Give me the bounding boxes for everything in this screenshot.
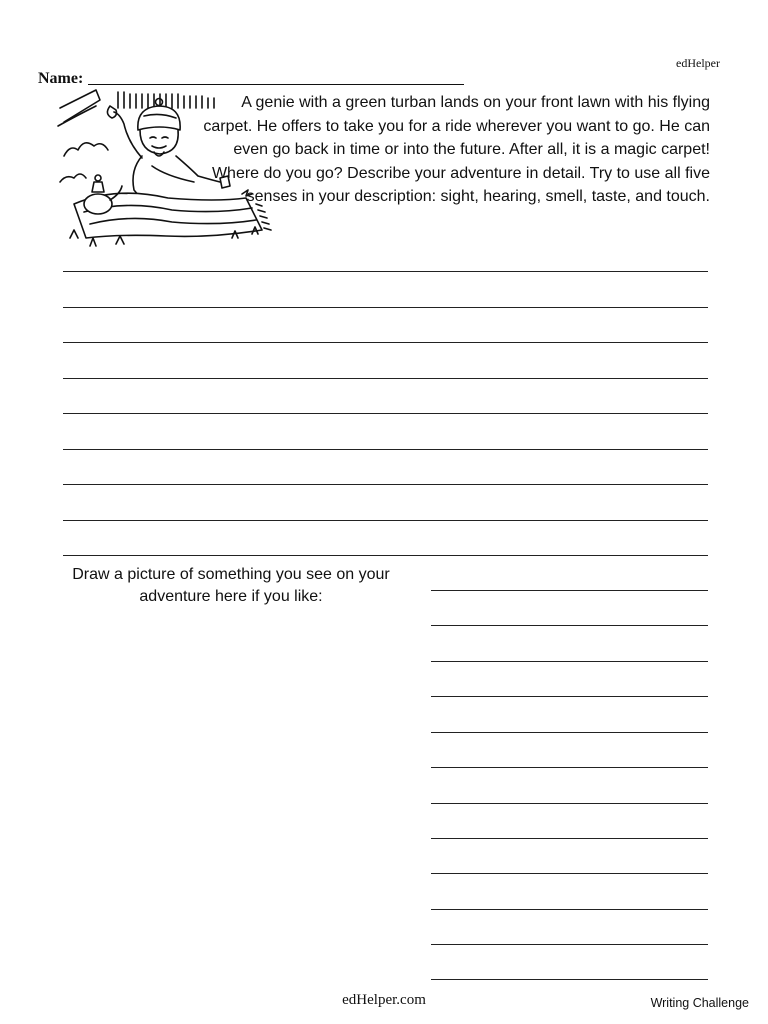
writing-prompt-text: A genie with a green turban lands on your front lawn with his flying carpet. He offers to take you for a ride wherever you want to go. He can even go back in time or into the future. After all, it is a magic carpet! Where do you go? Describe your adventure in detail. Try to use all five senses in your description: sight, hearing, smell, taste, and touch. xyxy=(203,94,710,205)
side-writing-line[interactable] xyxy=(431,590,708,591)
brand-label-top: edHelper xyxy=(676,56,720,70)
writing-line[interactable] xyxy=(63,449,708,450)
side-writing-line[interactable] xyxy=(431,803,708,804)
side-writing-line[interactable] xyxy=(431,838,708,839)
writing-line[interactable] xyxy=(63,413,708,414)
writing-line[interactable] xyxy=(63,555,708,556)
writing-line[interactable] xyxy=(63,484,708,485)
writing-line[interactable] xyxy=(63,342,708,343)
side-writing-line[interactable] xyxy=(431,732,708,733)
side-writing-line[interactable] xyxy=(431,767,708,768)
writing-line[interactable] xyxy=(63,378,708,379)
writing-line[interactable] xyxy=(63,307,708,308)
side-writing-line[interactable] xyxy=(431,625,708,626)
side-writing-line[interactable] xyxy=(431,909,708,910)
writing-line[interactable] xyxy=(63,271,708,272)
name-label: Name: xyxy=(38,70,84,87)
side-writing-line[interactable] xyxy=(431,873,708,874)
side-writing-line[interactable] xyxy=(431,696,708,697)
name-write-line[interactable] xyxy=(88,84,464,85)
side-writing-line[interactable] xyxy=(431,944,708,945)
footer-brand: edHelper.com xyxy=(342,992,426,1008)
writing-line[interactable] xyxy=(63,520,708,521)
side-writing-line[interactable] xyxy=(431,979,708,980)
drawing-area-instruction: Draw a picture of something you see on your adventure here if you like: xyxy=(72,566,390,605)
footer-document-type: Writing Challenge xyxy=(650,996,749,1010)
side-writing-line[interactable] xyxy=(431,661,708,662)
